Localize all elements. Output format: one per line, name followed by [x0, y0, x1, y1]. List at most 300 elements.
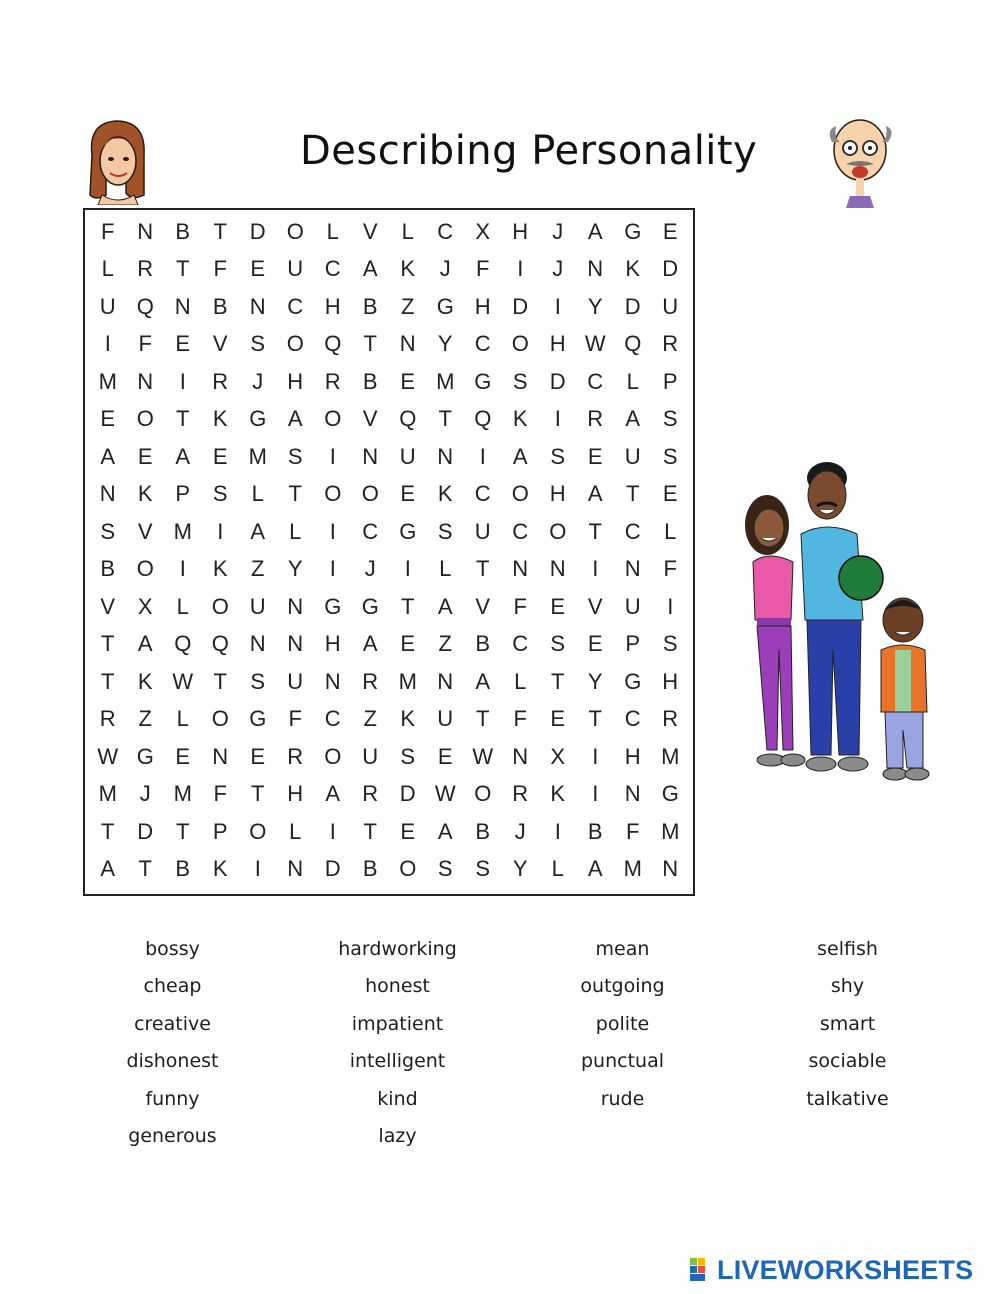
grid-letter[interactable]: S: [287, 443, 303, 469]
grid-letter[interactable]: K: [400, 706, 416, 732]
grid-letter[interactable]: M: [436, 368, 455, 394]
grid-letter[interactable]: E: [212, 443, 228, 469]
grid-letter[interactable]: H: [549, 481, 566, 507]
grid-letter[interactable]: S: [475, 856, 491, 882]
grid-letter[interactable]: R: [662, 706, 679, 732]
grid-letter[interactable]: S: [662, 406, 678, 432]
grid-letter[interactable]: E: [550, 593, 566, 619]
grid-letter[interactable]: I: [592, 556, 599, 582]
grid-letter[interactable]: T: [476, 556, 490, 582]
grid-letter[interactable]: I: [479, 443, 486, 469]
grid-letter[interactable]: J: [139, 781, 151, 807]
grid-letter[interactable]: D: [662, 256, 679, 282]
grid-letter[interactable]: T: [176, 256, 190, 282]
grid-letter[interactable]: C: [437, 218, 454, 244]
grid-letter[interactable]: G: [399, 518, 417, 544]
grid-letter[interactable]: M: [398, 668, 417, 694]
grid-letter[interactable]: U: [624, 593, 641, 619]
grid-letter[interactable]: B: [212, 293, 228, 319]
grid-letter[interactable]: F: [213, 256, 227, 282]
grid-letter[interactable]: C: [624, 518, 641, 544]
grid-letter[interactable]: E: [400, 631, 416, 657]
grid-letter[interactable]: O: [286, 331, 304, 357]
grid-letter[interactable]: L: [626, 368, 639, 394]
liveworksheets-brand[interactable]: [690, 1253, 973, 1287]
grid-letter[interactable]: B: [475, 631, 491, 657]
grid-letter[interactable]: Y: [287, 556, 303, 582]
grid-letter[interactable]: O: [324, 743, 342, 769]
grid-letter[interactable]: J: [552, 218, 564, 244]
grid-letter[interactable]: F: [138, 331, 152, 357]
grid-letter[interactable]: L: [176, 706, 189, 732]
grid-letter[interactable]: F: [288, 706, 302, 732]
grid-letter[interactable]: K: [137, 481, 153, 507]
grid-letter[interactable]: G: [324, 593, 342, 619]
grid-letter[interactable]: S: [550, 631, 566, 657]
grid-letter[interactable]: B: [175, 856, 191, 882]
grid-letter[interactable]: C: [474, 331, 491, 357]
grid-letter[interactable]: F: [213, 781, 227, 807]
grid-letter[interactable]: N: [624, 556, 641, 582]
grid-letter[interactable]: O: [324, 481, 342, 507]
grid-letter[interactable]: K: [212, 556, 228, 582]
grid-letter[interactable]: E: [437, 743, 453, 769]
grid-letter[interactable]: O: [511, 481, 529, 507]
grid-letter[interactable]: K: [512, 406, 528, 432]
grid-letter[interactable]: P: [625, 631, 641, 657]
grid-letter[interactable]: Z: [138, 706, 152, 732]
grid-letter[interactable]: V: [100, 593, 116, 619]
grid-letter[interactable]: C: [587, 368, 604, 394]
grid-letter[interactable]: Z: [438, 631, 452, 657]
grid-letter[interactable]: M: [173, 518, 192, 544]
grid-letter[interactable]: R: [324, 368, 341, 394]
grid-letter[interactable]: K: [550, 781, 566, 807]
grid-letter[interactable]: N: [137, 368, 154, 394]
grid-letter[interactable]: N: [362, 443, 379, 469]
grid-letter[interactable]: N: [587, 256, 604, 282]
grid-letter[interactable]: V: [362, 218, 378, 244]
grid-letter[interactable]: K: [437, 481, 453, 507]
grid-letter[interactable]: T: [176, 406, 190, 432]
grid-letter[interactable]: G: [249, 406, 267, 432]
grid-letter[interactable]: S: [400, 743, 416, 769]
grid-letter[interactable]: U: [474, 518, 491, 544]
grid-letter[interactable]: W: [172, 668, 194, 694]
grid-letter[interactable]: V: [362, 406, 378, 432]
grid-letter[interactable]: O: [211, 706, 229, 732]
grid-letter[interactable]: Q: [474, 406, 492, 432]
grid-letter[interactable]: J: [252, 368, 264, 394]
grid-letter[interactable]: P: [662, 368, 678, 394]
grid-letter[interactable]: D: [624, 293, 641, 319]
grid-letter[interactable]: A: [100, 856, 116, 882]
grid-letter[interactable]: L: [439, 556, 452, 582]
grid-letter[interactable]: G: [361, 593, 379, 619]
grid-letter[interactable]: E: [137, 443, 153, 469]
word-list-item: [735, 1118, 960, 1156]
grid-letter[interactable]: U: [287, 256, 304, 282]
grid-letter[interactable]: L: [101, 256, 114, 282]
grid-letter[interactable]: B: [362, 293, 378, 319]
grid-letter[interactable]: O: [549, 518, 567, 544]
grid-letter[interactable]: U: [624, 443, 641, 469]
grid-letter[interactable]: N: [399, 331, 416, 357]
grid-letter[interactable]: U: [287, 668, 304, 694]
grid-letter[interactable]: R: [587, 406, 604, 432]
grid-letter[interactable]: O: [511, 331, 529, 357]
grid-letter[interactable]: Q: [624, 331, 642, 357]
grid-letter[interactable]: R: [212, 368, 229, 394]
grid-letter[interactable]: N: [662, 856, 679, 882]
grid-letter[interactable]: M: [173, 781, 192, 807]
grid-letter[interactable]: D: [512, 293, 529, 319]
grid-letter[interactable]: U: [662, 293, 679, 319]
family-illustration-icon: [735, 450, 935, 790]
grid-letter[interactable]: A: [437, 818, 453, 844]
grid-letter[interactable]: M: [98, 368, 117, 394]
grid-letter[interactable]: U: [362, 743, 379, 769]
grid-letter[interactable]: Z: [251, 556, 265, 582]
grid-letter[interactable]: H: [512, 218, 529, 244]
grid-letter[interactable]: L: [326, 218, 339, 244]
woman-portrait-icon: [82, 115, 154, 205]
grid-letter[interactable]: U: [249, 593, 266, 619]
grid-letter[interactable]: I: [104, 331, 111, 357]
grid-letter[interactable]: E: [662, 218, 678, 244]
grid-letter[interactable]: N: [437, 443, 454, 469]
grid-letter[interactable]: M: [661, 743, 680, 769]
grid-letter[interactable]: D: [137, 818, 154, 844]
grid-letter[interactable]: S: [100, 518, 116, 544]
grid-letter[interactable]: O: [286, 218, 304, 244]
grid-letter[interactable]: N: [287, 856, 304, 882]
grid-letter[interactable]: O: [136, 556, 154, 582]
grid-letter[interactable]: K: [400, 256, 416, 282]
grid-letter[interactable]: X: [475, 218, 491, 244]
grid-letter[interactable]: A: [175, 443, 191, 469]
grid-letter[interactable]: F: [626, 818, 640, 844]
grid-letter[interactable]: F: [513, 593, 527, 619]
grid-letter[interactable]: E: [250, 743, 266, 769]
grid-letter[interactable]: T: [213, 218, 227, 244]
grid-letter[interactable]: T: [101, 631, 115, 657]
grid-letter[interactable]: G: [249, 706, 267, 732]
grid-letter[interactable]: L: [401, 218, 414, 244]
grid-letter[interactable]: A: [587, 218, 603, 244]
grid-letter[interactable]: D: [549, 368, 566, 394]
grid-letter[interactable]: R: [287, 743, 304, 769]
grid-letter[interactable]: F: [663, 556, 677, 582]
grid-letter[interactable]: I: [554, 293, 561, 319]
grid-letter[interactable]: A: [587, 856, 603, 882]
word-list-item: generous: [128, 1125, 217, 1148]
grid-letter[interactable]: N: [512, 556, 529, 582]
grid-letter[interactable]: T: [588, 518, 602, 544]
grid-letter[interactable]: I: [554, 406, 561, 432]
grid-letter[interactable]: D: [249, 218, 266, 244]
grid-letter[interactable]: X: [550, 743, 566, 769]
grid-letter[interactable]: H: [662, 668, 679, 694]
grid-letter[interactable]: O: [474, 781, 492, 807]
grid-letter[interactable]: K: [625, 256, 641, 282]
grid-letter[interactable]: V: [587, 593, 603, 619]
grid-letter[interactable]: H: [324, 631, 341, 657]
grid-letter[interactable]: A: [475, 668, 491, 694]
grid-letter[interactable]: A: [625, 406, 641, 432]
word-list-item: selfish: [817, 937, 878, 960]
grid-letter[interactable]: K: [137, 668, 153, 694]
grid-letter[interactable]: H: [324, 293, 341, 319]
word-list-item: rude: [600, 1087, 645, 1110]
grid-letter[interactable]: L: [514, 668, 527, 694]
grid-letter[interactable]: T: [251, 781, 265, 807]
grid-letter[interactable]: H: [287, 781, 304, 807]
grid-letter[interactable]: B: [362, 368, 378, 394]
grid-letter[interactable]: I: [554, 818, 561, 844]
grid-letter[interactable]: I: [404, 556, 411, 582]
grid-letter[interactable]: U: [99, 293, 116, 319]
grid-letter[interactable]: K: [212, 406, 228, 432]
grid-letter[interactable]: S: [550, 443, 566, 469]
grid-letter[interactable]: R: [99, 706, 116, 732]
grid-letter[interactable]: Y: [587, 668, 603, 694]
grid-letter[interactable]: X: [137, 593, 153, 619]
grid-letter[interactable]: G: [474, 368, 492, 394]
grid-letter[interactable]: N: [99, 481, 116, 507]
grid-letter[interactable]: N: [549, 556, 566, 582]
grid-letter[interactable]: T: [138, 856, 152, 882]
grid-letter[interactable]: C: [362, 518, 379, 544]
grid-letter[interactable]: A: [362, 631, 378, 657]
grid-letter[interactable]: N: [287, 593, 304, 619]
grid-letter[interactable]: R: [662, 331, 679, 357]
grid-letter[interactable]: I: [179, 368, 186, 394]
grid-letter[interactable]: I: [667, 593, 674, 619]
grid-letter[interactable]: T: [288, 481, 302, 507]
grid-letter[interactable]: A: [325, 781, 341, 807]
grid-letter[interactable]: T: [588, 706, 602, 732]
grid-letter[interactable]: E: [587, 443, 603, 469]
grid-letter[interactable]: U: [399, 443, 416, 469]
grid-letter[interactable]: A: [512, 443, 528, 469]
grid-letter[interactable]: G: [624, 218, 642, 244]
grid-letter[interactable]: V: [475, 593, 491, 619]
grid-letter[interactable]: E: [662, 481, 678, 507]
grid-letter[interactable]: N: [287, 631, 304, 657]
grid-letter[interactable]: J: [439, 256, 451, 282]
grid-letter[interactable]: M: [98, 781, 117, 807]
grid-letter[interactable]: A: [362, 256, 378, 282]
grid-letter[interactable]: L: [551, 856, 564, 882]
liveworksheets-logo-icon: [690, 1258, 714, 1282]
grid-letter[interactable]: G: [624, 668, 642, 694]
grid-letter[interactable]: A: [437, 593, 453, 619]
grid-letter[interactable]: S: [437, 856, 453, 882]
grid-letter[interactable]: S: [512, 368, 528, 394]
grid-letter[interactable]: I: [179, 556, 186, 582]
grid-letter[interactable]: T: [401, 593, 415, 619]
grid-letter[interactable]: I: [592, 743, 599, 769]
grid-letter[interactable]: Q: [136, 293, 154, 319]
grid-letter[interactable]: P: [175, 481, 191, 507]
grid-letter[interactable]: Q: [399, 406, 417, 432]
grid-letter[interactable]: N: [137, 218, 154, 244]
grid-letter[interactable]: W: [434, 781, 456, 807]
grid-letter[interactable]: M: [248, 443, 267, 469]
grid-letter[interactable]: T: [176, 818, 190, 844]
grid-letter[interactable]: S: [250, 668, 266, 694]
grid-letter[interactable]: Y: [512, 856, 528, 882]
grid-letter[interactable]: T: [101, 668, 115, 694]
grid-letter[interactable]: A: [250, 518, 266, 544]
grid-letter[interactable]: R: [137, 256, 154, 282]
grid-letter[interactable]: H: [624, 743, 641, 769]
grid-letter[interactable]: G: [436, 293, 454, 319]
grid-letter[interactable]: S: [662, 631, 678, 657]
grid-letter[interactable]: A: [287, 406, 303, 432]
grid-letter[interactable]: B: [362, 856, 378, 882]
grid-letter[interactable]: W: [584, 331, 606, 357]
grid-letter[interactable]: I: [254, 856, 261, 882]
grid-letter[interactable]: I: [329, 556, 336, 582]
grid-letter[interactable]: E: [100, 406, 116, 432]
grid-letter[interactable]: F: [513, 706, 527, 732]
grid-letter[interactable]: F: [476, 256, 490, 282]
grid-letter[interactable]: S: [437, 518, 453, 544]
grid-letter[interactable]: S: [662, 443, 678, 469]
grid-letter[interactable]: S: [212, 481, 228, 507]
grid-letter[interactable]: O: [361, 481, 379, 507]
grid-letter[interactable]: E: [175, 743, 191, 769]
grid-letter[interactable]: T: [363, 818, 377, 844]
grid-letter[interactable]: B: [587, 818, 603, 844]
grid-letter[interactable]: T: [626, 481, 640, 507]
grid-letter[interactable]: H: [287, 368, 304, 394]
grid-letter[interactable]: E: [400, 481, 416, 507]
grid-letter[interactable]: N: [249, 631, 266, 657]
grid-letter[interactable]: T: [213, 668, 227, 694]
grid-letter[interactable]: L: [289, 818, 302, 844]
grid-letter[interactable]: C: [324, 256, 341, 282]
grid-letter[interactable]: B: [475, 818, 491, 844]
grid-letter[interactable]: T: [551, 668, 565, 694]
grid-letter[interactable]: A: [100, 443, 116, 469]
grid-letter[interactable]: N: [512, 743, 529, 769]
grid-letter[interactable]: L: [176, 593, 189, 619]
grid-letter[interactable]: O: [399, 856, 417, 882]
grid-letter[interactable]: E: [175, 331, 191, 357]
grid-letter[interactable]: O: [211, 593, 229, 619]
grid-letter[interactable]: C: [287, 293, 304, 319]
grid-letter[interactable]: N: [437, 668, 454, 694]
grid-letter[interactable]: K: [212, 856, 228, 882]
grid-letter[interactable]: W: [472, 743, 494, 769]
grid-letter[interactable]: E: [400, 818, 416, 844]
grid-letter[interactable]: D: [399, 781, 416, 807]
grid-letter[interactable]: R: [362, 668, 379, 694]
grid-letter[interactable]: P: [212, 818, 228, 844]
grid-letter[interactable]: O: [249, 818, 267, 844]
grid-letter[interactable]: I: [217, 518, 224, 544]
grid-letter[interactable]: Q: [174, 631, 192, 657]
grid-letter[interactable]: J: [364, 556, 376, 582]
grid-letter[interactable]: Z: [363, 706, 377, 732]
grid-letter[interactable]: I: [592, 781, 599, 807]
grid-letter[interactable]: G: [661, 781, 679, 807]
grid-letter[interactable]: S: [250, 331, 266, 357]
grid-letter[interactable]: E: [250, 256, 266, 282]
grid-letter[interactable]: E: [550, 706, 566, 732]
grid-letter[interactable]: Z: [401, 293, 415, 319]
grid-letter[interactable]: O: [324, 406, 342, 432]
grid-letter[interactable]: C: [474, 481, 491, 507]
grid-letter[interactable]: J: [552, 256, 564, 282]
grid-letter[interactable]: C: [512, 631, 529, 657]
grid-letter[interactable]: V: [212, 331, 228, 357]
grid-letter[interactable]: B: [175, 218, 191, 244]
grid-letter[interactable]: N: [324, 668, 341, 694]
grid-letter[interactable]: Q: [211, 631, 229, 657]
grid-letter[interactable]: U: [437, 706, 454, 732]
grid-letter[interactable]: I: [329, 518, 336, 544]
word-list-item: shy: [830, 975, 865, 998]
grid-letter[interactable]: I: [517, 256, 524, 282]
grid-letter[interactable]: T: [476, 706, 490, 732]
grid-letter[interactable]: R: [512, 781, 529, 807]
grid-letter[interactable]: L: [289, 518, 302, 544]
grid-letter[interactable]: Y: [587, 293, 603, 319]
word-list-item: intelligent: [349, 1050, 446, 1073]
grid-letter[interactable]: C: [512, 518, 529, 544]
grid-letter[interactable]: O: [136, 406, 154, 432]
grid-letter[interactable]: M: [661, 818, 680, 844]
grid-letter[interactable]: N: [249, 293, 266, 319]
grid-letter[interactable]: G: [136, 743, 154, 769]
grid-letter[interactable]: V: [137, 518, 153, 544]
grid-letter[interactable]: J: [514, 818, 526, 844]
grid-letter[interactable]: H: [549, 331, 566, 357]
grid-letter[interactable]: M: [623, 856, 642, 882]
word-list-item: mean: [595, 937, 650, 960]
grid-letter[interactable]: D: [324, 856, 341, 882]
grid-letter[interactable]: H: [474, 293, 491, 319]
grid-letter[interactable]: I: [329, 818, 336, 844]
grid-letter[interactable]: N: [212, 743, 229, 769]
grid-letter[interactable]: T: [438, 406, 452, 432]
grid-letter[interactable]: E: [587, 631, 603, 657]
grid-letter[interactable]: T: [101, 818, 115, 844]
grid-letter[interactable]: A: [137, 631, 153, 657]
grid-letter[interactable]: F: [101, 218, 115, 244]
grid-letter[interactable]: B: [100, 556, 116, 582]
grid-letter[interactable]: N: [174, 293, 191, 319]
grid-letter[interactable]: C: [624, 706, 641, 732]
grid-letter[interactable]: Q: [324, 331, 342, 357]
grid-letter[interactable]: L: [251, 481, 264, 507]
grid-letter[interactable]: Y: [437, 331, 453, 357]
grid-letter[interactable]: W: [97, 743, 119, 769]
grid-letter[interactable]: A: [587, 481, 603, 507]
grid-letter[interactable]: I: [329, 443, 336, 469]
word-list-item: dishonest: [126, 1050, 219, 1073]
grid-letter[interactable]: T: [363, 331, 377, 357]
grid-letter[interactable]: L: [664, 518, 677, 544]
grid-letter[interactable]: R: [362, 781, 379, 807]
grid-letter[interactable]: C: [324, 706, 341, 732]
grid-letter[interactable]: E: [400, 368, 416, 394]
grid-letter[interactable]: N: [624, 781, 641, 807]
